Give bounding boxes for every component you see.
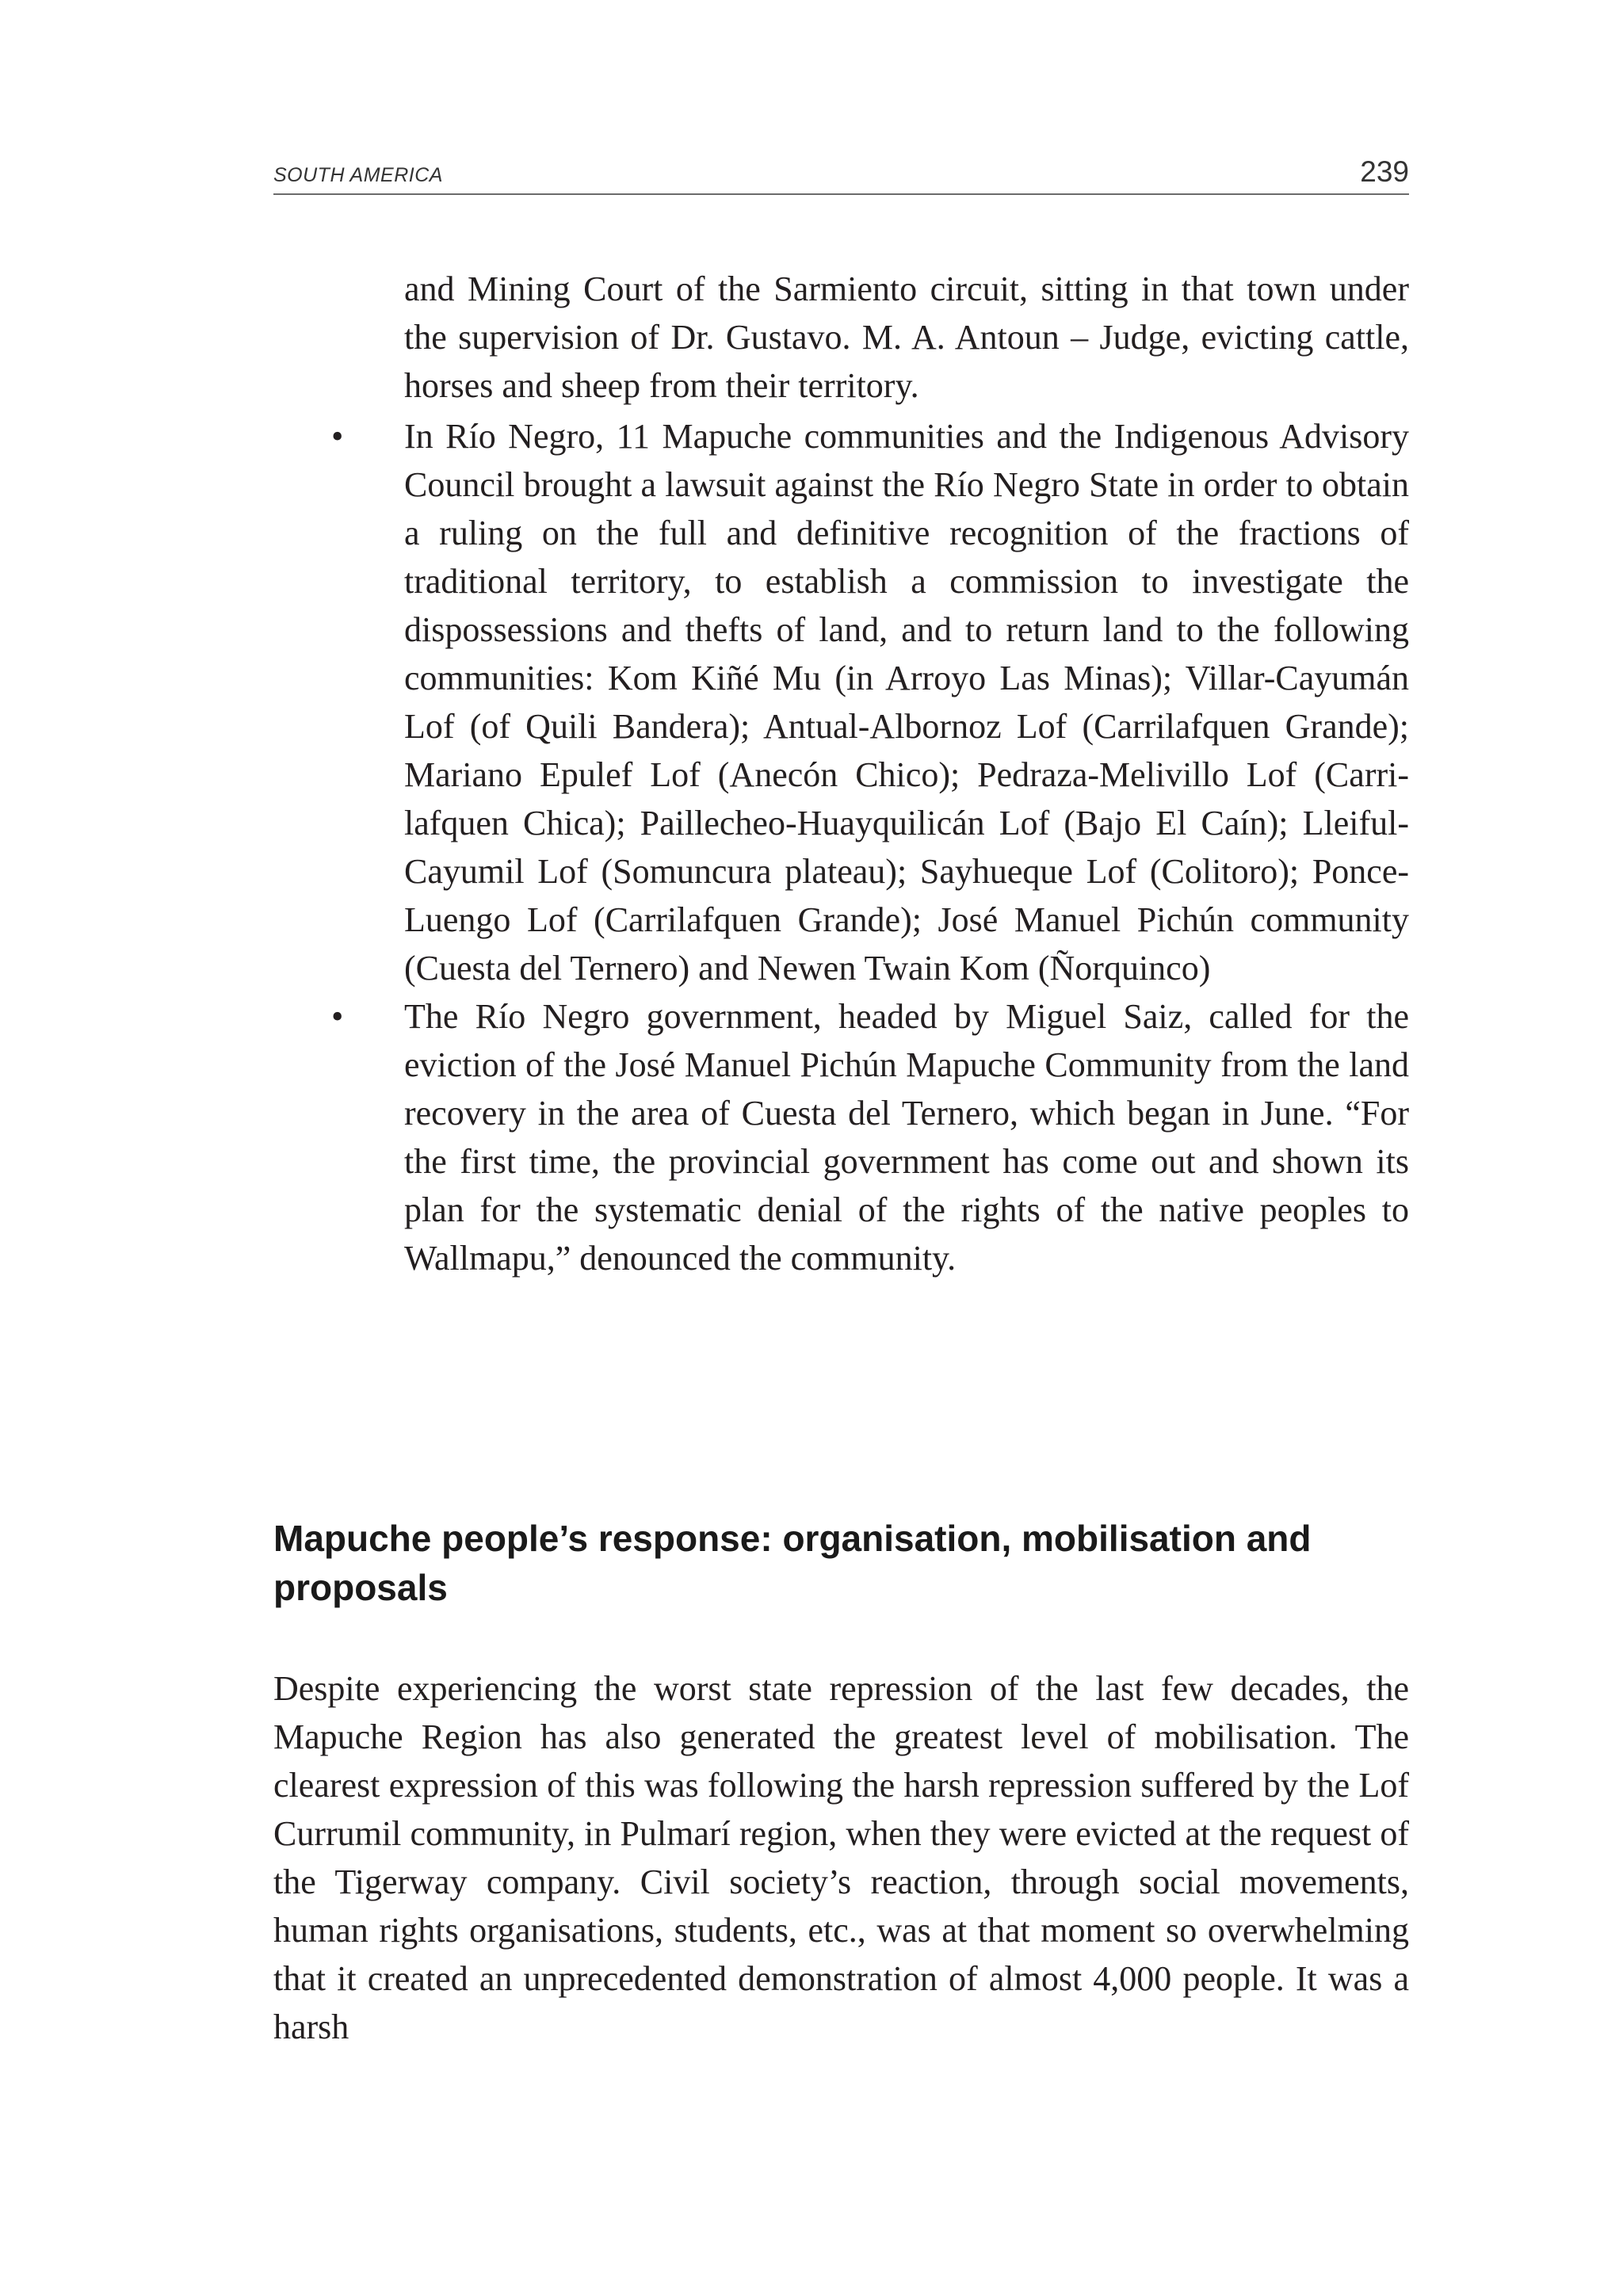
bullet-list (331, 412, 1409, 1282)
running-header (273, 155, 1409, 195)
bullet-text: In Río Negro, 11 Mapuche communities and the Indigenous Advisory Council brought a lawsuit against the Río Negro State in order to obtain a ruling on the full and definitive recognition of the fractions of traditional territory, to establish a commission to investigate the dispossessions and thefts of land, and to return land to the following communities: Kom Kiñé Mu (in Arroyo Las Minas); Villar-Cayumán Lof (of Quili Bandera); Antual-Albornoz Lof (Carrilafquen Grande); Mariano Epulef Lof (Anecón Chico); Pedraza-Melivillo Lof (Carrilafquen Chica); Paillecheo-Huayquilicán Lof (Bajo El Caín); Lleiful-Cayumil Lof (Somuncura plateau); Sayhueque Lof (Colitoro); Ponce-Luengo Lof (Carrilafquen Grande); José Manuel Pichún community (Cuesta del Ternero) and Newen Twain Kom (Ñorquinco) (404, 417, 1409, 988)
section-heading: Mapuche people’s response: organisation, mobilisation and proposals (273, 1518, 1312, 1608)
bullet-item (331, 992, 1409, 1282)
section-name: SOUTH AMERICA (273, 164, 443, 186)
continued-paragraph: and Mining Court of the Sarmiento circuit, sitting in that town under the supervision of Dr. Gustavo. M. A. Antoun – Judge, evicting cattle, horses and sheep from their territory. (404, 269, 1409, 405)
page-number: 239 (1360, 155, 1409, 188)
bullet-dot-icon: • (331, 997, 344, 1036)
bullet-dot-icon: • (331, 417, 344, 456)
bullet-text: The Río Negro government, headed by Miguel Saiz, called for the eviction of the José Manuel Pichún Mapuche Community from the land recovery in the area of Cuesta del Ternero, which began in June. “For the first time, the provincial government has come out and shown its plan for the systematic denial of the rights of the native peoples to Wallmapu,” denounced the community. (404, 997, 1409, 1278)
body-paragraph: Despite experiencing the worst state repression of the last few decades, the Mapuche Region has also generated the greatest level of mobilisation. The clearest expression of this was following the harsh repression suffered by the Lof Currumil community, in Pulmarí region, when they were evicted at the request of the Tigerway company. Civil society’s reaction, through social movements, human rights organisations, students, etc., was at that moment so overwhelming that it created an unprecedented demonstration of almost 4,000 people. It was a harsh (273, 1669, 1409, 2046)
bullet-item (331, 412, 1409, 992)
